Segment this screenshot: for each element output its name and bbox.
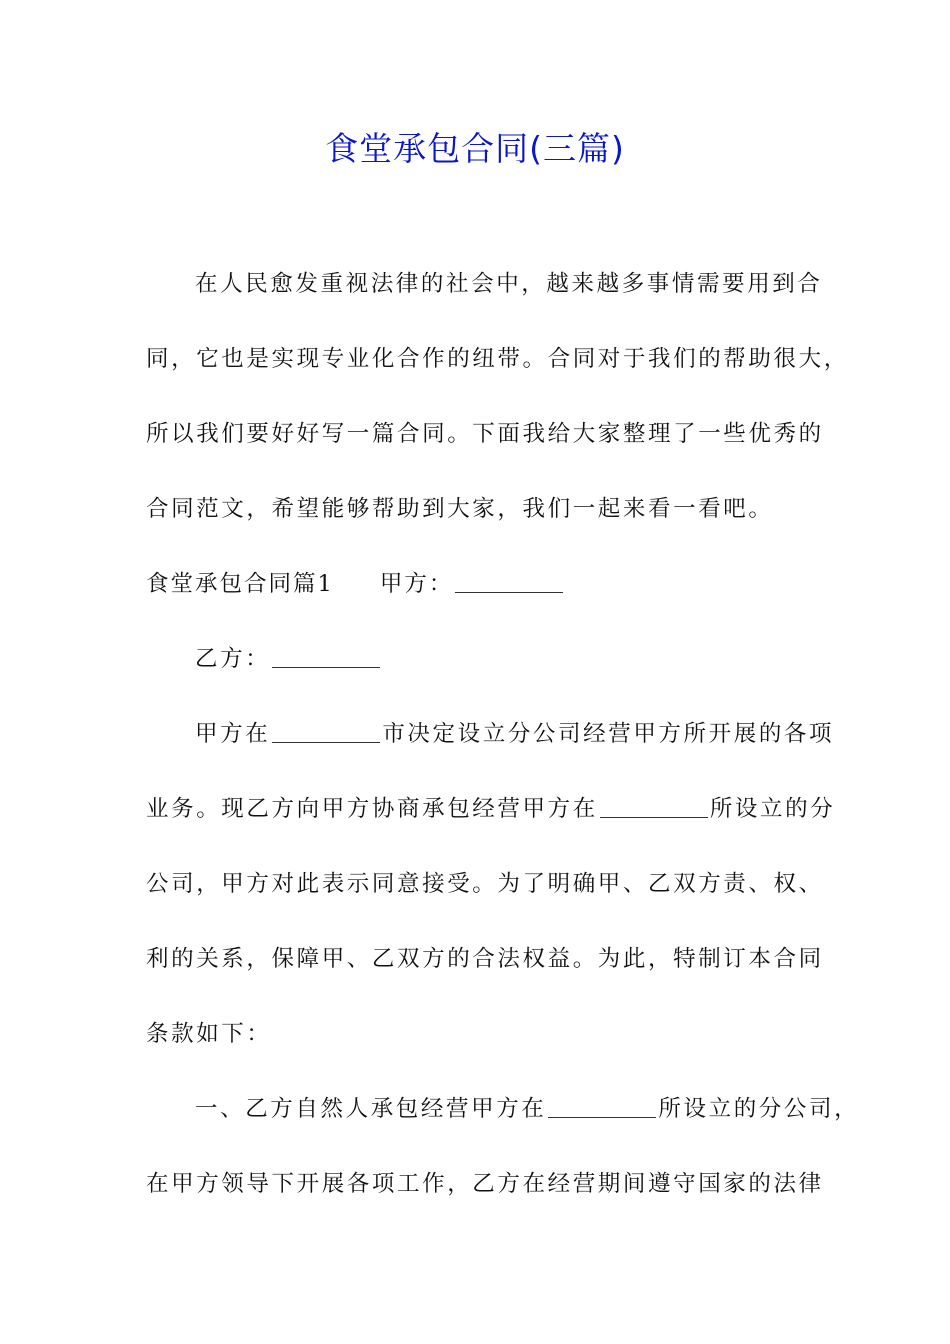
section-heading-line bbox=[146, 564, 565, 604]
intro-line-2: 同，它也是实现专业化合作的纽带。合同对于我们的帮助很大， bbox=[146, 346, 849, 372]
p1-text-a: 甲方在 bbox=[195, 721, 271, 747]
section-heading: 食堂承包合同篇1 bbox=[146, 571, 334, 597]
clause-1-line-1 bbox=[195, 1089, 859, 1129]
paragraph-1-line-5: 条款如下： bbox=[146, 1021, 272, 1047]
c1-text-a: 一、乙方自然人承包经营甲方在 bbox=[195, 1096, 547, 1122]
p2-text-a: 业务。现乙方向甲方协商承包经营甲方在 bbox=[146, 796, 598, 822]
party-b-blank bbox=[272, 643, 380, 668]
intro-line-3: 所以我们要好好写一篇合同。下面我给大家整理了一些优秀的 bbox=[146, 421, 824, 447]
city-blank bbox=[272, 718, 380, 743]
paragraph-1-line-4: 利的关系，保障甲、乙双方的合法权益。为此，特制订本合同 bbox=[146, 946, 824, 972]
party-a-blank bbox=[455, 568, 563, 593]
clause-1-line-2: 在甲方领导下开展各项工作，乙方在经营期间遵守国家的法律 bbox=[146, 1171, 824, 1197]
paragraph-1-line-3: 公司，甲方对此表示同意接受。为了明确甲、乙双方责、权、 bbox=[146, 871, 824, 897]
location-blank bbox=[600, 793, 708, 818]
document-title: 食堂承包合同(三篇) bbox=[325, 129, 625, 168]
paragraph-1-line-1 bbox=[195, 714, 834, 754]
intro-line-4: 合同范文，希望能够帮助到大家，我们一起来看一看吧。 bbox=[146, 496, 774, 522]
branch-location-blank bbox=[548, 1093, 656, 1118]
paragraph-1-line-2 bbox=[146, 789, 835, 829]
party-b-label: 乙方： bbox=[195, 646, 271, 672]
intro-line-1: 在人民愈发重视法律的社会中，越来越多事情需要用到合 bbox=[195, 271, 823, 297]
p1-text-b: 市决定设立分公司经营甲方所开展的各项 bbox=[382, 721, 835, 747]
party-b-line bbox=[195, 639, 382, 679]
p2-text-b: 所设立的分 bbox=[709, 796, 836, 822]
c1-text-b: 所设立的分公司， bbox=[658, 1096, 860, 1122]
party-a-label: 甲方： bbox=[379, 571, 454, 597]
